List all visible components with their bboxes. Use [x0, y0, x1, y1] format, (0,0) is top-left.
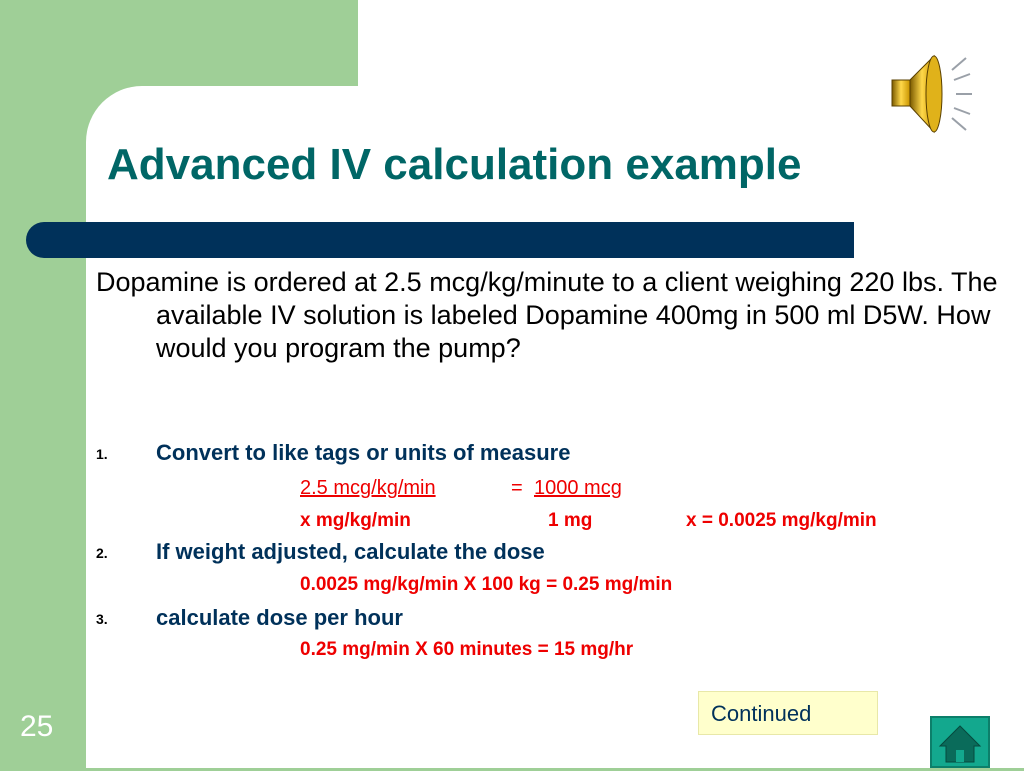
eq1-right-denominator: 1 mg: [548, 510, 593, 531]
eq1-right-numerator: 1000 mcg: [534, 477, 622, 499]
step-1-number: 1.: [96, 446, 108, 462]
step-3-number: 3.: [96, 611, 108, 627]
page-number: 25: [20, 710, 54, 743]
eq1-left-denominator: x mg/kg/min: [300, 510, 411, 531]
slide-title: Advanced IV calculation example: [107, 140, 802, 189]
home-icon: [932, 718, 988, 766]
step-1-text: Convert to like tags or units of measure: [156, 440, 571, 465]
home-button[interactable]: [930, 716, 990, 768]
eq3: 0.25 mg/min X 60 minutes = 15 mg/hr: [300, 639, 634, 660]
continued-button[interactable]: Continued: [698, 691, 878, 735]
eq2: 0.0025 mg/kg/min X 100 kg = 0.25 mg/min: [300, 574, 673, 595]
eq1-left-numerator: 2.5 mcg/kg/min: [300, 477, 436, 499]
speaker-icon[interactable]: [886, 50, 976, 138]
step-2-number: 2.: [96, 545, 108, 561]
eq1-equals: =: [511, 477, 523, 499]
problem-statement: Dopamine is ordered at 2.5 mcg/kg/minute to a client weighing 220 lbs. The available IV solution is labeled Dopamine 400mg in 500 ml D5W. How would you program the pump?: [96, 267, 998, 363]
step-3-text: calculate dose per hour: [156, 605, 403, 630]
title-divider-bar: [26, 222, 854, 258]
step-2-text: If weight adjusted, calculate the dose: [156, 539, 545, 564]
eq1-result: x = 0.0025 mg/kg/min: [686, 510, 877, 531]
